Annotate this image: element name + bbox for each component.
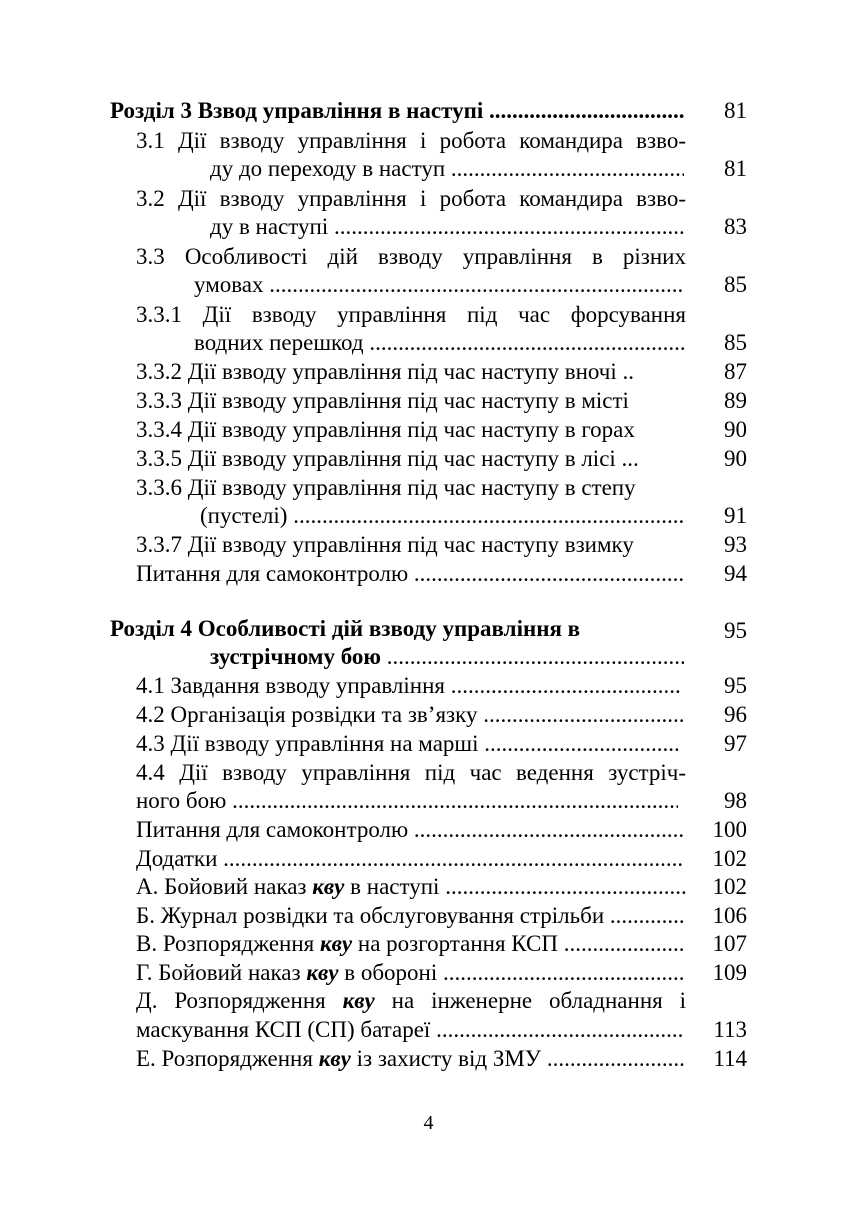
toc-page-number: 102: [712, 846, 747, 871]
toc-appendix: [0, 872, 857, 902]
toc-entry: [0, 386, 857, 416]
toc-appendix-text: Е. Розпорядження кву із захисту від ЗМУ .....: [136, 1044, 686, 1074]
toc-appendix-text: Г. Бойовий наказ кву в обороні .....: [136, 958, 686, 988]
toc-entry-text: 4.3 Дії взводу управління на марші .....: [136, 729, 680, 759]
toc-entry: [0, 242, 857, 272]
toc-entry: [0, 530, 857, 560]
toc-page-number: 95: [724, 618, 747, 643]
toc-page-number: 90: [724, 417, 747, 442]
page-number: 4: [423, 1112, 434, 1134]
toc-entry-cont: [0, 270, 857, 300]
toc-entry-cont: [0, 501, 857, 531]
toc-entry-cont: [0, 154, 857, 184]
toc-entry-cont: [0, 786, 857, 816]
toc-entry-line1: 3.3.6 Дії взводу управління під час наступу в степу: [136, 475, 636, 500]
toc-entry-text: 3.3.4 Дії взводу управління під час наступу в горах: [136, 417, 635, 442]
toc-appendix: [0, 901, 857, 931]
toc-page-number: 81: [724, 156, 747, 181]
toc-entry-line2: водних перешкод .....: [194, 328, 684, 358]
toc-section-title: Розділ 3 Взвод управління в наступі .....: [110, 96, 684, 126]
toc-entry: [0, 815, 857, 845]
toc-entry: [0, 473, 857, 503]
toc-appendix-line2: маскування КСП (СП) батареї .....: [136, 1015, 682, 1045]
toc-page-number: 91: [724, 503, 747, 528]
toc-appendix-cont: [0, 1015, 857, 1045]
toc-entry: [0, 700, 857, 730]
toc-entry-line2: ду в наступі .....: [210, 212, 684, 242]
toc-appendix-line1: Д. Розпорядження кву на інженерне обладнання і: [136, 988, 686, 1013]
toc-appendix: [0, 1044, 857, 1074]
toc-entry-line2: ду до переходу в наступ .....: [210, 154, 684, 184]
toc-appendix: [0, 929, 857, 959]
toc-entry-text: Питання для самоконтролю .....: [136, 815, 684, 845]
toc-entry: [0, 444, 857, 474]
toc-section-4: [0, 614, 857, 644]
toc-page-number: 94: [724, 561, 747, 586]
toc-section-4-cont: [0, 642, 857, 672]
toc-entry: [0, 357, 857, 387]
toc-page-number: 96: [724, 702, 747, 727]
toc-page-number: 97: [724, 731, 747, 756]
toc-page-number: 93: [724, 532, 747, 557]
toc-entry-line2: (пустелі) .....: [200, 501, 684, 531]
toc-entry-text: 4.1 Завдання взводу управління .....: [136, 671, 682, 701]
toc-appendix: [0, 958, 857, 988]
toc-page-number: 87: [724, 359, 747, 384]
toc-appendix: [0, 986, 857, 1016]
toc-page-number: 107: [712, 931, 747, 956]
toc-entry-line1: 3.3 Особливості дій взводу управління в різних: [136, 244, 686, 269]
toc-entry: [0, 559, 857, 589]
toc-entry-text: Додатки .....: [136, 844, 684, 874]
toc-entry-line2: умовах .....: [194, 270, 684, 300]
toc-entry: [0, 671, 857, 701]
toc-entry-cont: [0, 328, 857, 358]
toc-entry-text: 4.2 Організація розвідки та зв’язку .....: [136, 700, 684, 730]
toc-appendix-text: Б. Журнал розвідки та обслуговування стрільби .....: [136, 901, 686, 931]
toc-page-number: 113: [713, 1017, 747, 1042]
toc-entry-cont: [0, 212, 857, 242]
toc-entry-line1: 3.1 Дії взводу управління і робота командира взво-: [136, 128, 686, 153]
toc-page-number: 102: [712, 874, 747, 899]
toc-entry: [0, 300, 857, 330]
toc-entry-text: 3.3.2 Дії взводу управління під час наступу вночі ..: [136, 359, 634, 384]
toc-page-number: 85: [724, 330, 747, 355]
toc-section-title-line1: Розділ 4 Особливості дій взводу управління в: [110, 616, 581, 641]
toc-page-number: 85: [724, 272, 747, 297]
toc-page-number: 81: [724, 98, 747, 123]
toc-page-number: 114: [713, 1046, 747, 1071]
toc-page-number: 83: [724, 214, 747, 239]
toc-entry-line1: 4.4 Дії взводу управління під час ведення зустріч-: [136, 760, 686, 785]
toc-entry-text: 3.3.5 Дії взводу управління під час наступу в лісі ...: [136, 446, 639, 471]
toc-page-number: 109: [712, 960, 747, 985]
toc-page-number: 106: [712, 903, 747, 928]
toc-entry-line2: ного бою .....: [136, 786, 678, 816]
toc-entry-line1: 3.2 Дії взводу управління і робота командира взво-: [136, 186, 686, 211]
toc-entry: [0, 758, 857, 788]
toc-appendix-text: А. Бойовий наказ кву в наступі .....: [136, 872, 686, 902]
toc-entry-text: 3.3.7 Дії взводу управління під час наступу взимку: [136, 532, 634, 557]
toc-page-number: 98: [724, 788, 747, 813]
toc-section-title-line2: зустрічному бою .....: [210, 642, 684, 672]
toc-page-number: 100: [712, 817, 747, 842]
toc-entry-text: 3.3.3 Дії взводу управління під час наступу в місті: [136, 388, 629, 413]
toc-entry: [0, 415, 857, 445]
toc-page-number: 90: [724, 446, 747, 471]
toc-section-3: [0, 96, 857, 126]
toc-entry-line1: 3.3.1 Дії взводу управління під час форсування: [136, 302, 686, 327]
toc-page-number: 89: [724, 388, 747, 413]
toc-entry: [0, 844, 857, 874]
toc-appendix-text: В. Розпорядження кву на розгортання КСП .....: [136, 929, 686, 959]
toc-entry: [0, 729, 857, 759]
toc-entry-text: Питання для самоконтролю .....: [136, 559, 684, 589]
toc-entry: [0, 126, 857, 156]
toc-entry: [0, 184, 857, 214]
toc-page-number: 95: [724, 673, 747, 698]
